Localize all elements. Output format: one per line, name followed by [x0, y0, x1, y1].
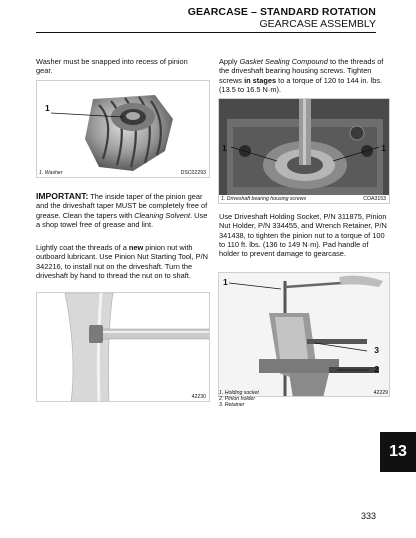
callout-2: 2: [374, 364, 379, 374]
figure-bearing-housing: [218, 98, 390, 204]
chapter-tab: 13: [380, 432, 416, 472]
washer-note: Washer must be snapped into recess of pinion gear.: [36, 57, 188, 76]
instruction-bold: in stages: [244, 75, 277, 85]
figure-code: 42230: [191, 394, 206, 400]
section-subtitle: GEARCASE ASSEMBLY: [259, 18, 376, 30]
header-rule: [36, 32, 376, 33]
holding-socket-photo: [219, 273, 390, 397]
figure-caption-list: [219, 390, 329, 409]
callout-left: 1: [222, 143, 227, 153]
figure-code: DSC02293: [180, 170, 206, 176]
figure-caption: 1. Washer: [39, 170, 63, 176]
bearing-housing-photo: [219, 99, 390, 204]
callout-1: 1: [45, 103, 50, 113]
pinion-gear-illustration: [37, 81, 210, 178]
important-tail: . Use a shop towel free of grease and lint.: [36, 210, 208, 229]
instruction-italic: Gasket Sealing Compound: [239, 57, 328, 66]
figure-code: COA3153: [363, 196, 386, 202]
figure-pinion-nut-tool: [36, 292, 210, 402]
section-title: GEARCASE – STANDARD ROTATION: [187, 6, 376, 18]
important-italic: Cleaning Solvent: [134, 210, 191, 220]
callout-right: 1: [381, 143, 386, 153]
pinion-nut-torque-instructions: Use Driveshaft Holding Socket, P/N 311875, Pinion Nut Holder, P/N 334455, and Wrench Retainer, P/N 341438, to tighten the pinion nut to a torque of 100 to 110 ft. lbs. (136 to 149 N·m). Pad handle of holder to prevent damage to gearcase.: [219, 212, 387, 259]
figure-washer: [36, 80, 210, 178]
page-number: 333: [360, 511, 376, 521]
instruction-a: Lightly coat the threads of a: [36, 243, 129, 252]
caption-item: 1. Holding socket: [219, 390, 259, 396]
instruction-bold: new: [128, 243, 144, 252]
important-note: [36, 192, 210, 229]
instruction-b: to the threads of the driveshaft bearing housing screws. Tighten screws: [219, 57, 384, 85]
callout-3: 3: [374, 345, 379, 355]
pinion-nut-instructions: [36, 243, 210, 280]
instruction-a: Apply: [219, 57, 240, 66]
instruction-c: to a torque of 120 to 144 in. lbs. (13.5 to 16.5 N·m).: [219, 75, 383, 94]
caption-item: 3. Retainer: [219, 402, 245, 409]
figure-code: 42229: [373, 390, 388, 396]
caption-item: 2. Pinion holder: [219, 396, 256, 403]
important-text: The inside taper of the pinion gear and the driveshaft taper MUST be completely free of grease. Clean the tapers with: [36, 192, 208, 220]
callout-1: 1: [223, 277, 228, 287]
important-label: IMPORTANT:: [36, 191, 89, 201]
pinion-nut-tool-illustration: [37, 293, 210, 402]
figure-caption: 1. Driveshaft bearing housing screws: [221, 196, 307, 202]
instruction-b: pinion nut with outboard lubricant. Use Pinion Nut Starting Tool, P/N 342216, to install nut on the driveshaft. Turn the driveshaft by hand to thread the nut on to shaft.: [36, 243, 208, 280]
figure-holding-socket: [218, 272, 390, 397]
sealing-compound-instructions: [219, 57, 389, 94]
